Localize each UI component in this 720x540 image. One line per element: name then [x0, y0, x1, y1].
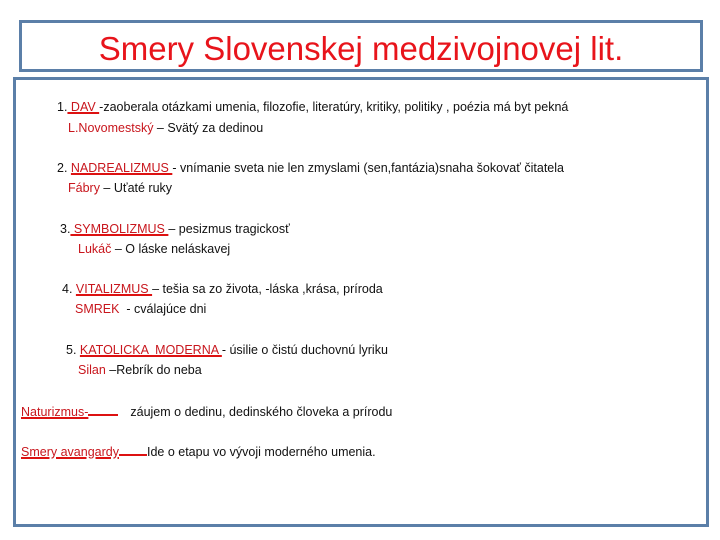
author: Fábry — [68, 181, 100, 195]
work: - cválajúce dni — [119, 302, 207, 316]
item-term: KATOLICKA MODERNA — [79, 343, 222, 357]
item-1 — [57, 99, 568, 115]
item-term: NADREALIZMUS — [70, 161, 173, 175]
item-number: 3. — [60, 222, 71, 236]
author: Silan — [78, 363, 106, 377]
item-5 — [66, 342, 388, 358]
author: L.Novomestský — [68, 121, 154, 135]
item-description: – pesizmus tragickosť — [168, 222, 290, 236]
item-number: 2. — [57, 161, 71, 175]
item-description: - vnímanie sveta nie len zmyslami (sen,fantázia)snaha šokovať čitatela — [172, 161, 564, 175]
item-number: 4. — [62, 282, 76, 296]
extra-smery-avangardy — [21, 442, 376, 460]
item-4-author-line — [75, 301, 206, 317]
work: – Svätý za dedinou — [153, 121, 264, 135]
item-description: -zaoberala otázkami umenia, filozofie, literatúry, kritiky, politiky , poézia má byt pekná — [99, 100, 569, 114]
item-term: VITALIZMUS — [75, 282, 153, 296]
extra-description: Ide o etapu vo vývoji moderného umenia. — [146, 445, 376, 459]
item-term: DAV — [67, 100, 100, 114]
extra-description: záujem o dedinu, dedinského človeka a prírodu — [130, 405, 393, 419]
item-4 — [62, 281, 383, 297]
extra-naturizmus — [21, 402, 392, 420]
author: Lukáč — [78, 242, 112, 256]
slide-title: Smery Slovenskej medzivojnovej lit. — [98, 30, 624, 67]
item-2 — [57, 160, 564, 176]
item-1-author-line — [68, 120, 263, 136]
extra-term: Naturizmus- — [21, 405, 89, 419]
title-box — [19, 20, 703, 72]
item-number: 5. — [66, 343, 80, 357]
item-description: – tešia sa zo života, -láska ,krása, príroda — [152, 282, 383, 296]
item-number: 1. — [57, 100, 68, 114]
item-5-author-line — [78, 362, 202, 378]
work: –Rebrík do neba — [105, 363, 202, 377]
work: – Uťaté ruky — [99, 181, 173, 195]
item-term: SYMBOLIZMUS — [70, 222, 169, 236]
author: SMREK — [75, 302, 120, 316]
item-2-author-line — [68, 180, 172, 196]
item-3-author-line — [78, 241, 230, 257]
work: – O láske neláskavej — [111, 242, 231, 256]
item-description: - úsilie o čistú duchovnú lyriku — [221, 343, 388, 357]
item-3 — [60, 221, 290, 237]
extra-term: Smery avangardy — [21, 445, 119, 459]
